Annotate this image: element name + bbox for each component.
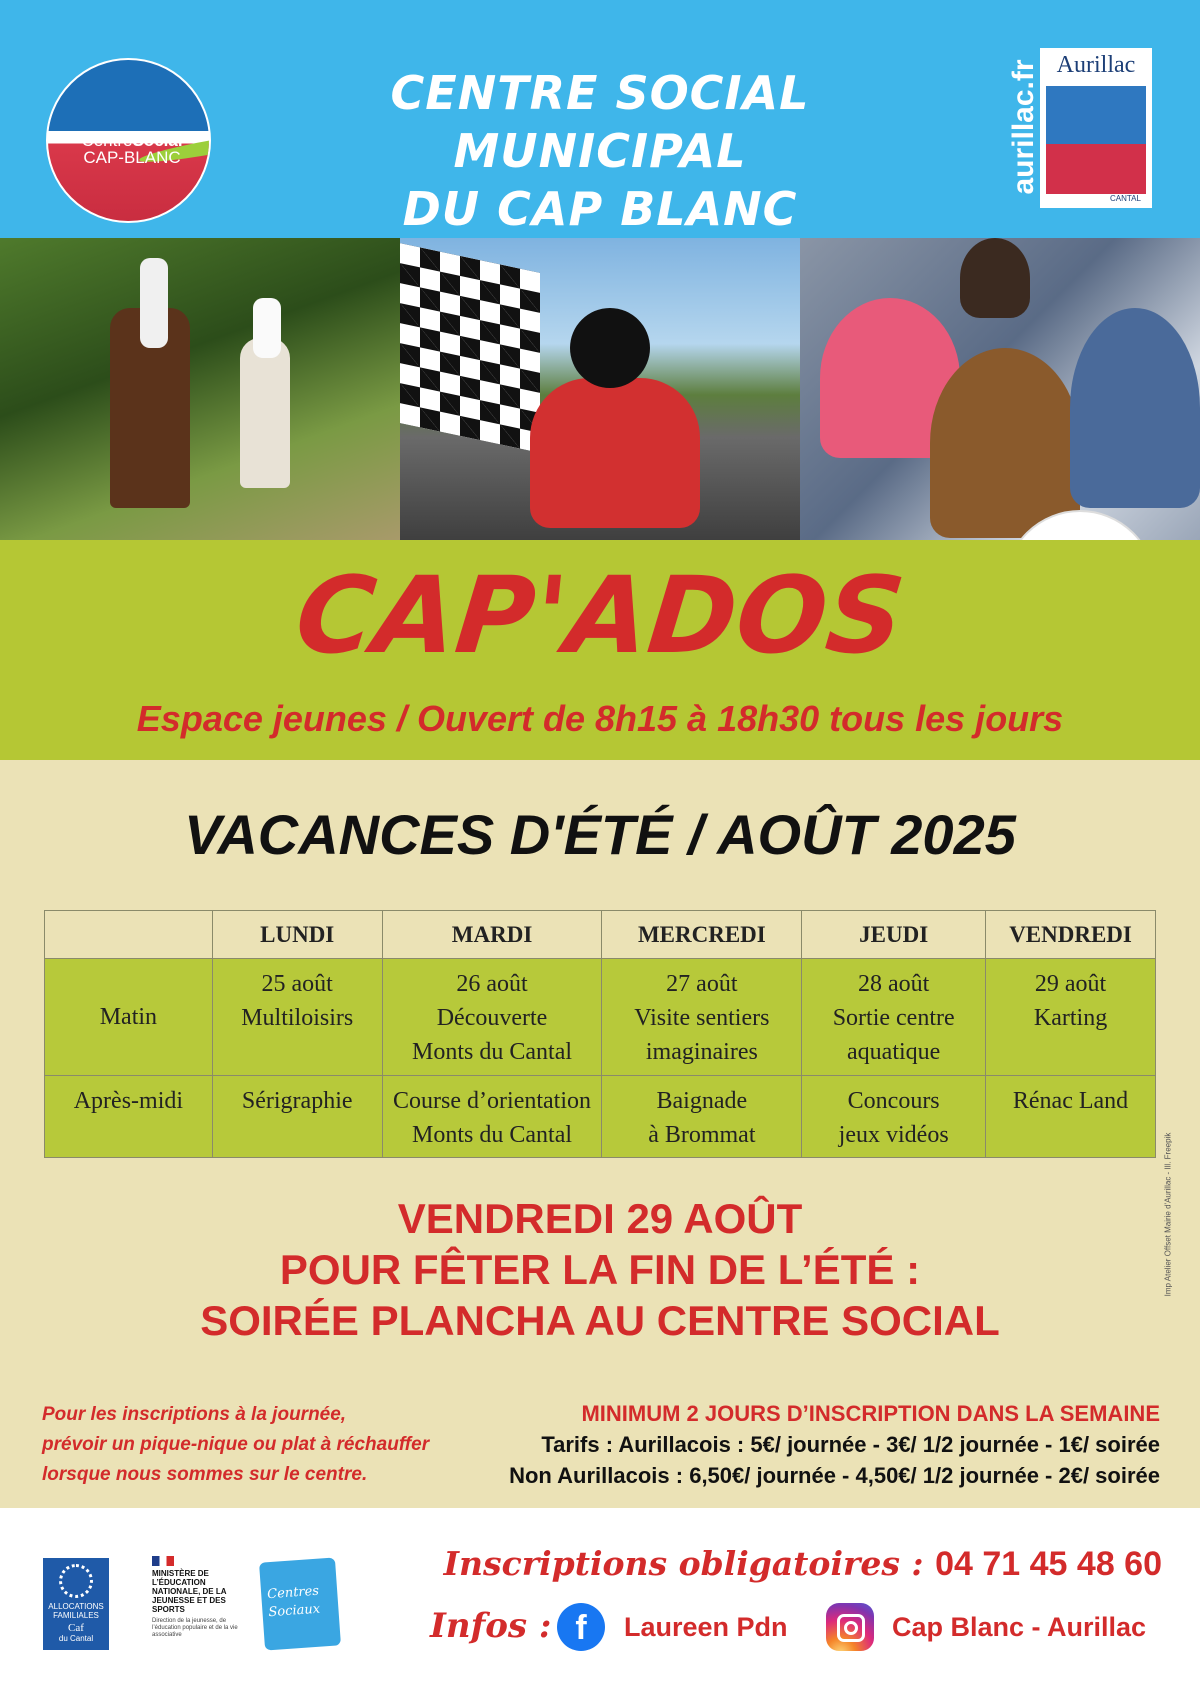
schedule-cell: 26 août Découverte Monts du Cantal (382, 959, 602, 1076)
checkered-flag (400, 243, 540, 453)
schedule-cell: 27 août Visite sentiers imaginaires (602, 959, 802, 1076)
schedule-cell: Course d’orientation Monts du Cantal (382, 1076, 602, 1158)
facebook-account[interactable]: Laureen Pdn (624, 1612, 788, 1642)
aurillac-logo (1000, 48, 1152, 208)
schedule-table (44, 910, 1156, 1158)
day-header: VENDREDI (986, 911, 1156, 959)
minimum-days: MINIMUM 2 JOURS D’INSCRIPTION DANS LA SEMAINE (581, 1401, 1160, 1426)
header-title-line1: CENTRE SOCIAL MUNICIPAL (390, 66, 810, 178)
instagram-icon[interactable] (826, 1603, 874, 1651)
schedule-cell: Sérigraphie (212, 1076, 382, 1158)
registration-label: Inscriptions obligatoires : (443, 1544, 924, 1583)
aurillac-region: CANTAL (1110, 194, 1141, 203)
caf-logo: ALLOCATIONS FAMILIALES Caf du Cantal (43, 1558, 109, 1650)
marianne-icon (152, 1556, 174, 1566)
day-header: MARDI (382, 911, 602, 959)
schedule-cell: 29 août Karting (986, 959, 1156, 1076)
end-of-summer-event: VENDREDI 29 AOÛT POUR FÊTER LA FIN DE L’ÉTÉ : SOIRÉE PLANCHA AU CENTRE SOCIAL (200, 1195, 1000, 1344)
pricing-block (420, 1398, 1160, 1491)
centres-sociaux-logo: Centres Sociaux (259, 1557, 341, 1650)
registration-line (432, 1544, 1162, 1584)
schedule-cell: Rénac Land (986, 1076, 1156, 1158)
schedule-cell: Concours jeux vidéos (802, 1076, 986, 1158)
header-title (240, 64, 960, 238)
caf-flower-icon (59, 1564, 93, 1598)
day-header: MERCREDI (602, 911, 802, 959)
helmet (570, 308, 650, 388)
aurillac-name: Aurillac (1056, 52, 1136, 78)
header-banner (0, 0, 1200, 238)
centre-social-logo (46, 58, 211, 223)
schedule-cell: 25 août Multiloisirs (212, 959, 382, 1076)
header-title-line2: DU CAP BLANC (402, 182, 798, 236)
schedule-header-row (45, 911, 1156, 959)
instagram-account[interactable]: Cap Blanc - Aurillac (892, 1612, 1147, 1642)
tarif-aurillacois: Tarifs : Aurillacois : 5€/ journée - 3€/ 1/2 journée - 1€/ soirée (541, 1432, 1160, 1457)
schedule-row-morning (45, 959, 1156, 1076)
print-credit: Imp Atelier Offset Mairie d'Aurillac - Ill. Freepik (1163, 1132, 1173, 1297)
day-header: LUNDI (212, 911, 382, 959)
gaming-teens-photo (800, 238, 1200, 540)
kart (530, 378, 700, 528)
opening-hours-tagline: Espace jeunes / Ouvert de 8h15 à 18h30 tous les jours (136, 698, 1064, 739)
infos-label: Infos : (430, 1606, 552, 1646)
tarif-non-aurillacois: Non Aurillacois : 6,50€/ journée - 4,50€/ 1/2 journée - 2€/ soirée (509, 1463, 1160, 1488)
schedule-row-afternoon (45, 1076, 1156, 1158)
aurillac-url: aurillac.fr (1007, 59, 1040, 195)
phone-number[interactable]: 04 71 45 48 60 (935, 1545, 1162, 1583)
schedule-cell: 28 août Sortie centre aquatique (802, 959, 986, 1076)
karting-photo (400, 238, 800, 540)
day-header: JEUDI (802, 911, 986, 959)
row-label: Matin (45, 959, 213, 1076)
lunch-note: Pour les inscriptions à la journée, prévoir un pique-nique ou plat à réchauffer lorsque nous sommes sur le centre. (42, 1404, 430, 1485)
centre-social-logo-text: CentreSocial CAP-BLANC (81, 131, 183, 167)
horse-riding-photo (0, 238, 400, 540)
program-title: VACANCES D'ÉTÉ / AOÛT 2025 (184, 803, 1016, 866)
facebook-icon[interactable]: f (557, 1603, 605, 1651)
photo-strip (0, 238, 1200, 540)
row-label: Après-midi (45, 1076, 213, 1158)
capados-title: CAP'ADOS (290, 554, 910, 677)
schedule-cell: Baignade à Brommat (602, 1076, 802, 1158)
ministry-logo: MINISTÈRE DE L’ÉDUCATION NATIONALE, DE LA JEUNESSE ET DES SPORTS Direction de la jeunesse, de l’éducation populaire et de la vie associative (152, 1556, 242, 1639)
